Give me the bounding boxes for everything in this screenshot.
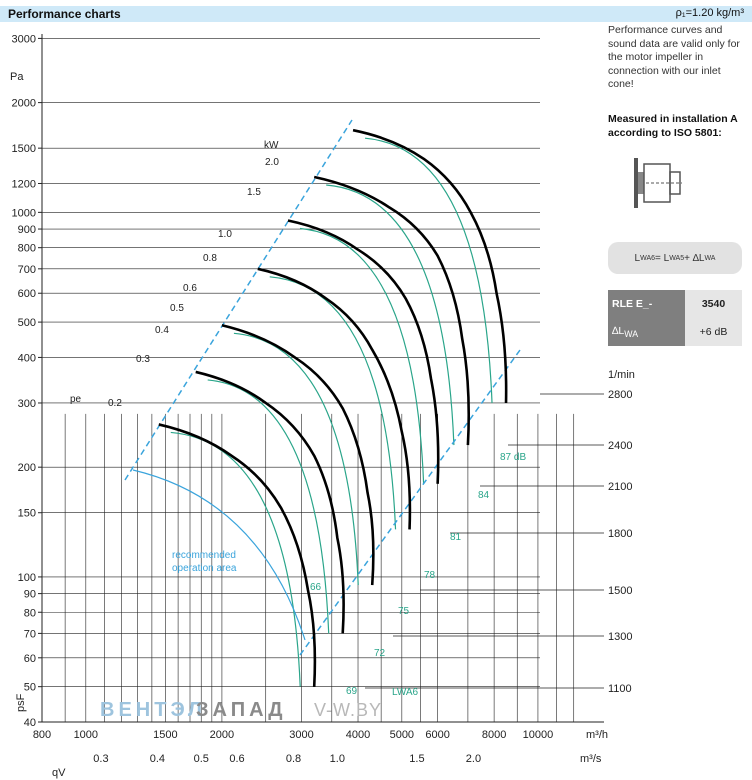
pressure-unit: Pa — [10, 71, 24, 83]
flow-grid — [65, 414, 574, 722]
delta-lwa-value: +6 dB — [685, 318, 742, 346]
sound-label: 78 — [424, 570, 436, 581]
sound-curve — [208, 380, 329, 633]
y-tick-label: 90 — [23, 588, 36, 601]
y-tick-label: 60 — [23, 652, 36, 665]
fan-curves — [159, 130, 506, 686]
air-density: ρ₁=1.20 kg/m³ — [675, 7, 744, 19]
type-value: 3540 — [685, 290, 742, 318]
operation-label: operation area — [172, 563, 237, 574]
y-tick-label: 70 — [23, 628, 36, 641]
axes — [42, 34, 604, 722]
power-label: 0.5 — [170, 303, 184, 314]
x-unit-m3s: m³/s — [580, 753, 602, 765]
validity-note: Performance curves and sound data are valid only for the motor impeller in connection with our inlet cone! — [608, 24, 740, 90]
installation-a-icon — [632, 150, 688, 216]
sound-formula: L WA6 = L WA5 + ∆L WA — [608, 242, 742, 274]
operation-label: recommended — [172, 550, 236, 561]
y-tick-label: 50 — [23, 681, 36, 694]
y-tick-label: 3000 — [11, 33, 36, 46]
dashed-boundary — [125, 120, 352, 480]
x-tick-label-m3s: 2.0 — [465, 753, 482, 765]
installation-note: Measured in installation A according to ISO 5801: — [608, 112, 738, 139]
y-tick-label: 1500 — [11, 143, 36, 156]
power-label: 0.2 — [108, 398, 122, 409]
y-tick-label: 600 — [17, 288, 36, 301]
x-axis-label: qV — [52, 767, 66, 779]
pressure-grid — [42, 38, 540, 722]
table-header-row — [608, 290, 742, 318]
power-label: 0.3 — [136, 354, 150, 365]
x-tick-labels — [33, 729, 608, 779]
x-tick-label: 1500 — [153, 729, 178, 741]
y-tick-label: 100 — [17, 571, 36, 584]
operation-boundaries — [125, 120, 520, 655]
spec-table — [608, 290, 742, 346]
rpm-grid — [365, 369, 635, 695]
power-label: 0.4 — [155, 325, 169, 336]
rpm-label: 2100 — [608, 481, 633, 493]
type-label: RLE E_- — [608, 290, 685, 318]
delta-lwa-label: $\Delta L_{WA}$ — [608, 318, 685, 346]
chart-title: Performance charts — [8, 7, 121, 21]
y-tick-label: 80 — [23, 607, 36, 620]
x-tick-label-m3s: 0.3 — [93, 753, 109, 765]
x-tick-label-m3s: 0.8 — [285, 753, 302, 765]
y-tick-label: 700 — [17, 263, 36, 276]
rpm-label: 1500 — [608, 585, 633, 597]
power-unit: kW — [264, 140, 279, 151]
watermark-part2: ЗАПАД — [196, 699, 287, 721]
rpm-unit: 1/min — [608, 369, 635, 381]
y-tick-label: 300 — [17, 397, 36, 410]
y-tick-label: 150 — [17, 507, 36, 520]
sound-label: 69 — [346, 686, 358, 697]
rpm-label: 2400 — [608, 440, 633, 452]
x-tick-label: 8000 — [481, 729, 507, 741]
y-tick-label: 40 — [23, 717, 36, 729]
power-label: 0.8 — [203, 253, 217, 264]
x-tick-label-m3s: 0.4 — [149, 753, 166, 765]
y-tick-label: 500 — [17, 317, 36, 330]
y-tick-label: 2000 — [11, 97, 36, 110]
x-tick-label: 6000 — [425, 729, 450, 741]
x-tick-label: 10000 — [522, 729, 554, 741]
x-tick-label: 3000 — [289, 729, 314, 741]
y-tick-label: 400 — [17, 352, 36, 365]
y-tick-label: 1200 — [11, 178, 36, 191]
power-label: 0.6 — [183, 283, 197, 294]
sound-label: 87 dB — [500, 452, 527, 463]
x-tick-label-m3s: 0.5 — [193, 753, 209, 765]
rpm-label: 1800 — [608, 528, 633, 540]
x-unit-m3h: m³/h — [586, 729, 608, 741]
x-tick-label: 5000 — [389, 729, 415, 741]
sound-label: 84 — [478, 490, 490, 501]
x-tick-label-m3s: 1.0 — [329, 753, 345, 765]
table-row — [608, 318, 742, 346]
rpm-label: 2800 — [608, 389, 633, 401]
power-label: 2.0 — [265, 157, 279, 168]
rpm-label: 1300 — [608, 631, 633, 643]
pe-label: pe — [70, 394, 82, 405]
y-tick-labels — [10, 33, 42, 729]
y-tick-label: 200 — [17, 462, 36, 475]
sound-label: 75 — [398, 606, 410, 617]
x-tick-label: 1000 — [73, 729, 99, 741]
watermark-part1: ВЕНТЭЛ — [100, 699, 206, 721]
sound-curves — [171, 138, 492, 686]
x-tick-label: 2000 — [209, 729, 235, 741]
x-tick-label: 4000 — [345, 729, 371, 741]
y-tick-label: 800 — [17, 242, 36, 255]
power-label: 1.0 — [218, 229, 232, 240]
sound-label: 66 — [310, 582, 322, 593]
side-panel — [608, 24, 748, 140]
sound-label: 81 — [450, 532, 462, 543]
x-tick-label-m3s: 0.6 — [229, 753, 245, 765]
x-tick-label: 800 — [32, 729, 52, 741]
power-label: 1.5 — [247, 187, 261, 198]
sound-label: 72 — [374, 648, 386, 659]
rpm-label: 1100 — [608, 683, 632, 695]
y-tick-label: 900 — [17, 224, 36, 237]
watermark-part3: V-W.BY — [314, 700, 383, 720]
y-tick-label: 1000 — [11, 207, 36, 220]
x-tick-label-m3s: 1.5 — [409, 753, 425, 765]
lwa-label: LWA6 — [392, 687, 419, 698]
y-axis-label: psF — [15, 693, 27, 712]
